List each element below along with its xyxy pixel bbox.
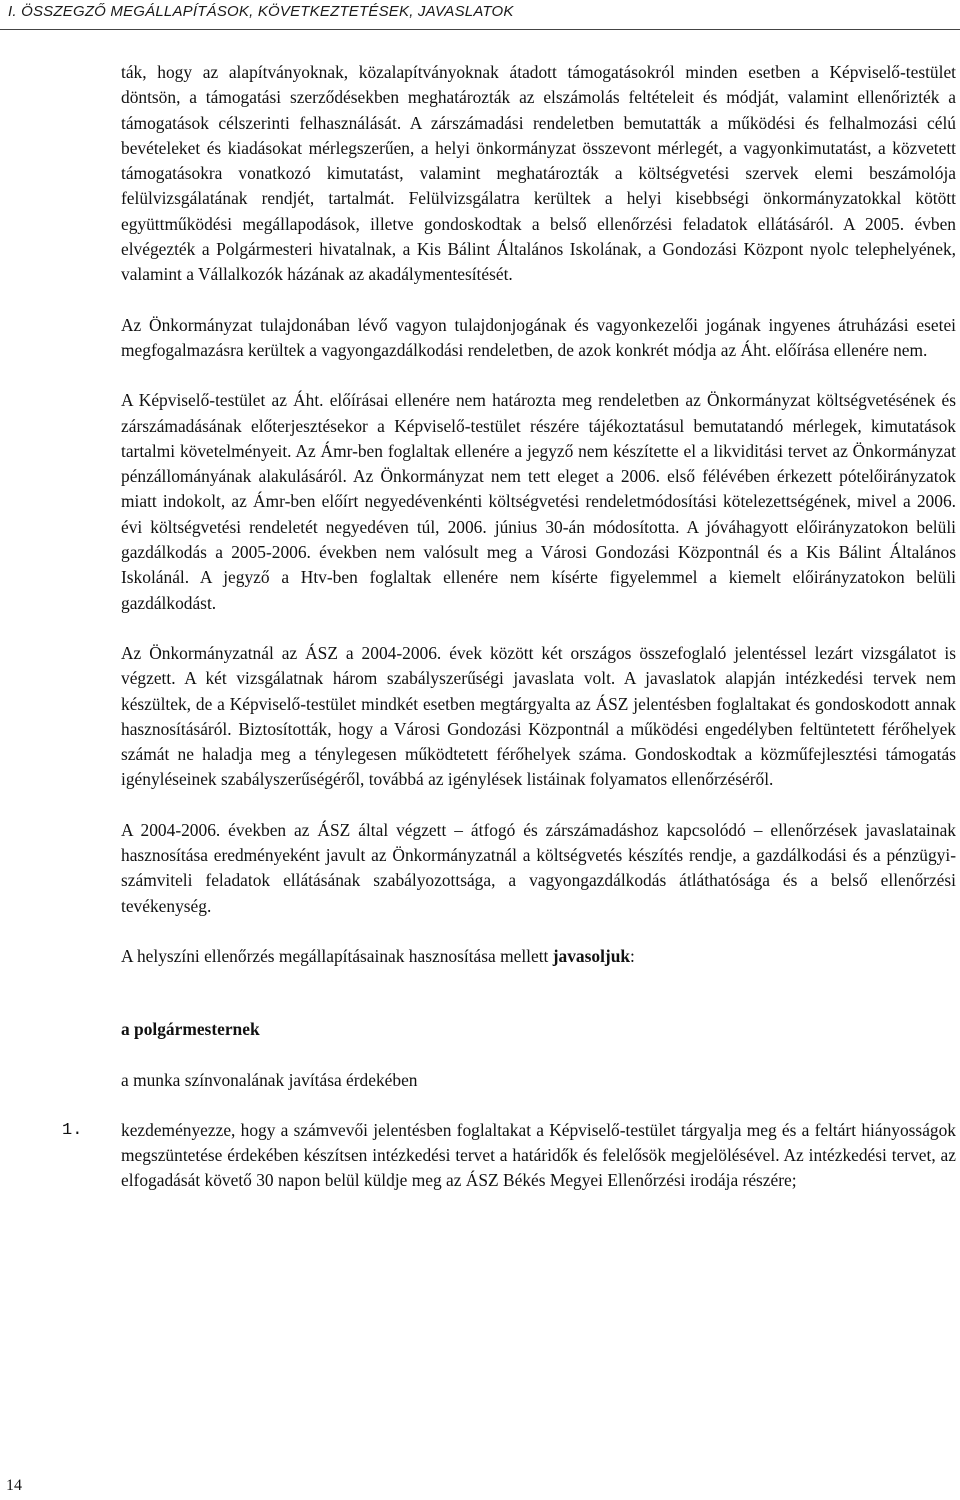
recommendation-intro: [121, 944, 956, 969]
list-item-text: kezdeményezze, hogy a számvevői jelentésben foglaltakat a Képviselő-testület tárgyalja meg és a feltárt hiányosságok megszüntetése érdekében készítsen intézkedési tervet a határidők és felelősök megjelölésével. Az intézkedési tervet, az elfogadását követő 30 napon belül küldje meg az ÁSZ Békés Megyei Ellenőrzési irodája részére;: [121, 1119, 956, 1191]
running-header: I. ÖSSZEGZŐ MEGÁLLAPÍTÁSOK, KÖVETKEZTETÉSEK, JAVASLATOK: [8, 3, 514, 20]
document-body: [62, 60, 956, 1194]
addressee-heading: a polgármesternek: [121, 1019, 260, 1040]
list-number: 1.: [62, 1120, 83, 1140]
paragraph: A 2004-2006. években az ÁSZ által végzett – átfogó és zárszámadáshoz kapcsolódó – ellenőrzések javaslatainak hasznosítása eredményeként javult az Önkormányzatnál a költségvetés készítés rendje, a gazdálkodási és a pénzügyi-számviteli feladatok ellátásának szabályozottsága, a vagyongazdálkodás átláthatósága és a belső ellenőrzési tevékenység.: [121, 819, 956, 916]
recommendation-keyword: javasoljuk: [552, 945, 631, 966]
recommendation-tail: :: [630, 945, 635, 966]
paragraph: A Képviselő-testület az Áht. előírásai ellenére nem határozta meg rendeletben az Önkormányzat költségvetésének és zárszámadásának előterjesztésekor a Képviselő-testület részére tájékoztatásul bemutatandó mérlegek, kimutatások tartalmi követelményeit. Az Ámr-ben foglaltak ellenére a jegyző nem készítette el a likviditási tervet az Önkormányzat pénzállományának alakulásáról. Az Önkormányzat nem tett eleget a 2006. első félévében érkezett pótelőirányzatok miatt indokolt, az Ámr-ben előírt negyedévenkénti költségvetési rendeletmódosítási kötelezettségének, mivel a 2006. évi költségvetési rendeletét negyedéven túl, 2006. június 30-án módosította. A jóváhagyott előirányzatokon belüli gazdálkodás a 2005-2006. években nem valósult meg a Városi Gondozási Központnál és a Kis Bálint Általános Iskolánál. A jegyző a Htv-ben foglaltak ellenére nem kísérte figyelemmel a kiemelt előirányzatokon belüli gazdálkodást.: [121, 390, 956, 613]
recommendation-lead: A helyszíni ellenőrzés megállapításainak hasznosítása mellett: [121, 945, 553, 966]
paragraph: Az Önkormányzatnál az ÁSZ a 2004-2006. évek között két országos összefoglaló jelentéssel lezárt vizsgálatot is végzett. A két vizsgálatnak három szabályszerűségi javaslata volt. A javaslatok alapján intézkedési tervek nem készültek, de a Képviselő-testület mindkét esetben megtárgyalta az ÁSZ jelentésben foglaltakat és gondoskodott annak hasznosításáról. Biztosították, hogy a Városi Gondozási Központnál a működési engedélyben feltüntetett férőhelyek számát ne haladja meg a ténylegesen működtetett férőhelyek száma. Gondoskodtak a közműfejlesztési támogatás igényléseinek szabályszerűségéről, továbbá az igénylések listáinak folyamatos ellenőrzéséről.: [121, 642, 956, 790]
list-item: [62, 1118, 956, 1194]
aim-line: a munka színvonalának javítása érdekében: [121, 1069, 418, 1090]
header-rule: [0, 29, 960, 30]
paragraph: Az Önkormányzat tulajdonában lévő vagyon tulajdonjogának és vagyonkezelői jogának ingyenes átruházási esetei megfogalmazásra kerültek a vagyongazdálkodási rendeletben, de azok konkrét módja az Áht. előírása ellenére nem.: [121, 314, 956, 360]
page-number: 14: [6, 1477, 22, 1494]
paragraph: ták, hogy az alapítványoknak, közalapítványoknak átadott támogatásokról minden esetben a Képviselő-testület döntsön, a támogatási szerződésekben meghatározták az elszámolás feltételeit és módját, valamint ellenőrizték a támogatások célszerinti felhasználását. A zárszámadási rendeletben bemutatták a működési és felhalmozási célú bevételeket és kiadásokat mérlegszerűen, a helyi önkormányzat összevont mérlegét, a vagyonkimutatást, a közvetett támogatásokra vonatkozó kimutatást, valamint meghatározták a költségvetési szervek elemi beszámolója felülvizsgálatának rendjét, tartalmát. Felülvizsgálatra kerültek a helyi kisebbségi önkormányzatokkal kötött együttműködési megállapodások, illetve gondoskodtak a belső ellenőrzési feladatok ellátásáról. A 2005. évben elvégezték a Polgármesteri hivatalnak, a Kis Bálint Általános Iskolának, a Gondozási Központ nyolc telephelyének, valamint a Vállalkozók házának az akadálymentesítését.: [121, 62, 956, 285]
